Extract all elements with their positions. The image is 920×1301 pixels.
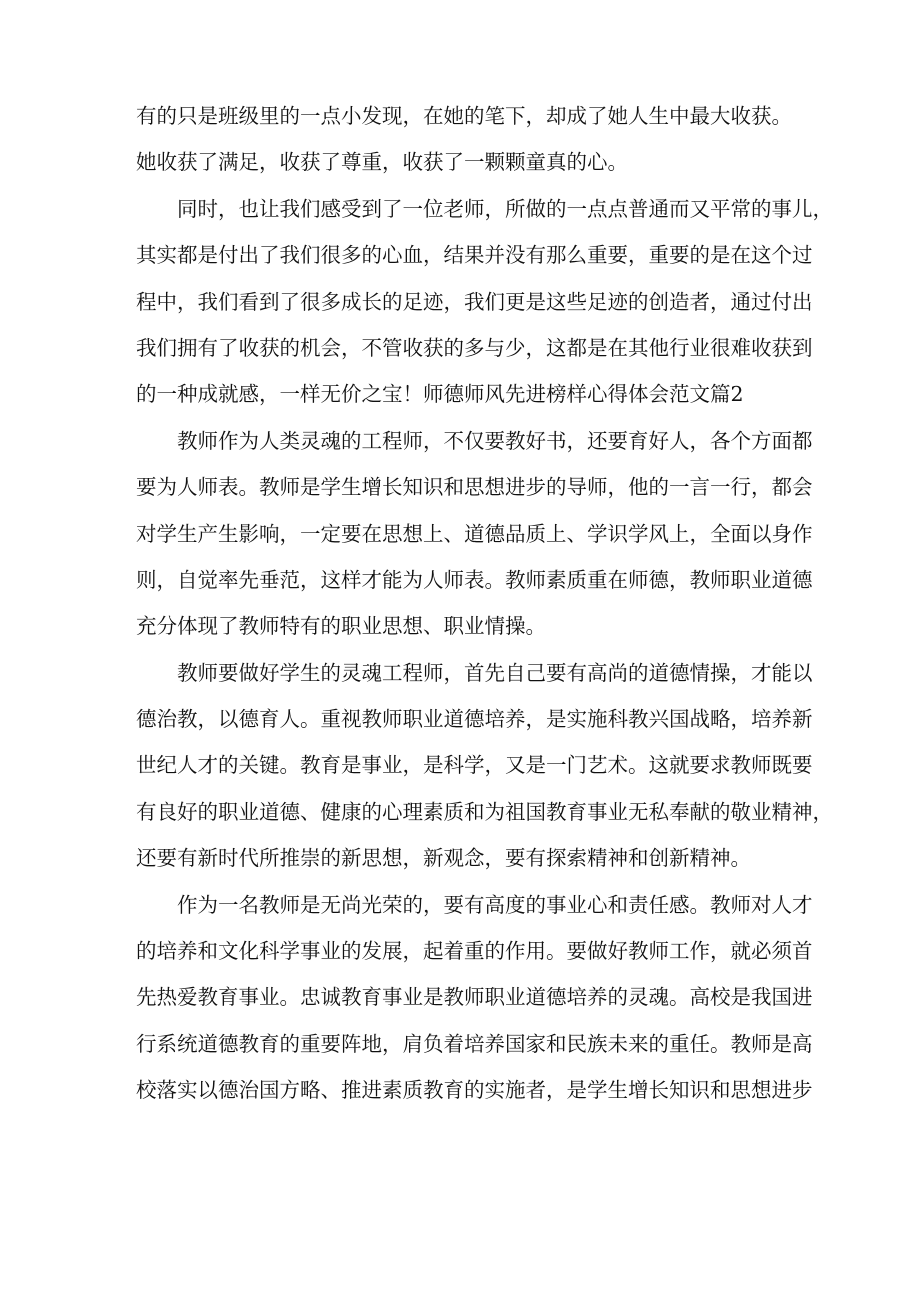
text-line: 教师要做好学生的灵魂工程师，首先自己要有高尚的道德情操，才能以: [177, 660, 813, 685]
text-line: 世纪人才的关键。教育是事业，是科学，又是一门艺术。这就要求教师既要: [136, 753, 813, 778]
text-line: 的培养和文化科学事业的发展，起着重的作用。要做好教师工作，就必须首: [136, 939, 813, 964]
text-line: 对学生产生影响，一定要在思想上、道德品质上、学识学风上，全面以身作: [136, 521, 813, 546]
text-line: 还要有新时代所推崇的新思想，新观念，要有探索精神和创新精神。: [136, 846, 751, 871]
text-line: 教师作为人类灵魂的工程师，不仅要教好书，还要育好人，各个方面都: [177, 428, 813, 453]
text-line: 充分体现了教师特有的职业思想、职业情操。: [136, 614, 546, 639]
text-line: 同时，也让我们感受到了一位老师，所做的一点点普通而又平常的事儿，: [177, 196, 833, 221]
text-line: 先热爱教育事业。忠诚教育事业是教师职业道德培养的灵魂。高校是我国进: [136, 985, 813, 1010]
document-body: [136, 93, 833, 1114]
text-line: 校落实以德治国方略、推进素质教育的实施者，是学生增长知识和思想进步: [136, 1078, 813, 1103]
text-line: 则，自觉率先垂范，这样才能为人师表。教师素质重在师德，教师职业道德: [136, 567, 813, 592]
text-line: 德治教，以德育人。重视教师职业道德培养，是实施科教兴国战略，培养新: [136, 707, 813, 732]
text-line: 我们拥有了收获的机会，不管收获的多与少，这都是在其他行业很难收获到: [136, 335, 813, 360]
text-line: 她收获了满足，收获了尊重，收获了一颗颗童真的心。: [136, 150, 628, 175]
text-line: 作为一名教师是无尚光荣的，要有高度的事业心和责任感。教师对人才: [177, 892, 813, 917]
text-line: 有良好的职业道德、健康的心理素质和为祖国教育事业无私奉献的敬业精神，: [136, 799, 833, 824]
text-line: 有的只是班级里的一点小发现，在她的笔下，却成了她人生中最大收获。: [136, 104, 792, 128]
text-line: 其实都是付出了我们很多的心血，结果并没有那么重要，重要的是在这个过: [136, 243, 813, 268]
text-line: 要为人师表。教师是学生增长知识和思想进步的导师，他的一言一行，都会: [136, 475, 813, 500]
text-line: 行系统道德教育的重要阵地，肩负着培养国家和民族未来的重任。教师是高: [136, 1031, 813, 1056]
text-line: 的一种成就感，一样无价之宝！师德师风先进榜样心得体会范文篇2: [136, 382, 744, 407]
text-line: 程中，我们看到了很多成长的足迹，我们更是这些足迹的创造者，通过付出: [136, 289, 813, 314]
